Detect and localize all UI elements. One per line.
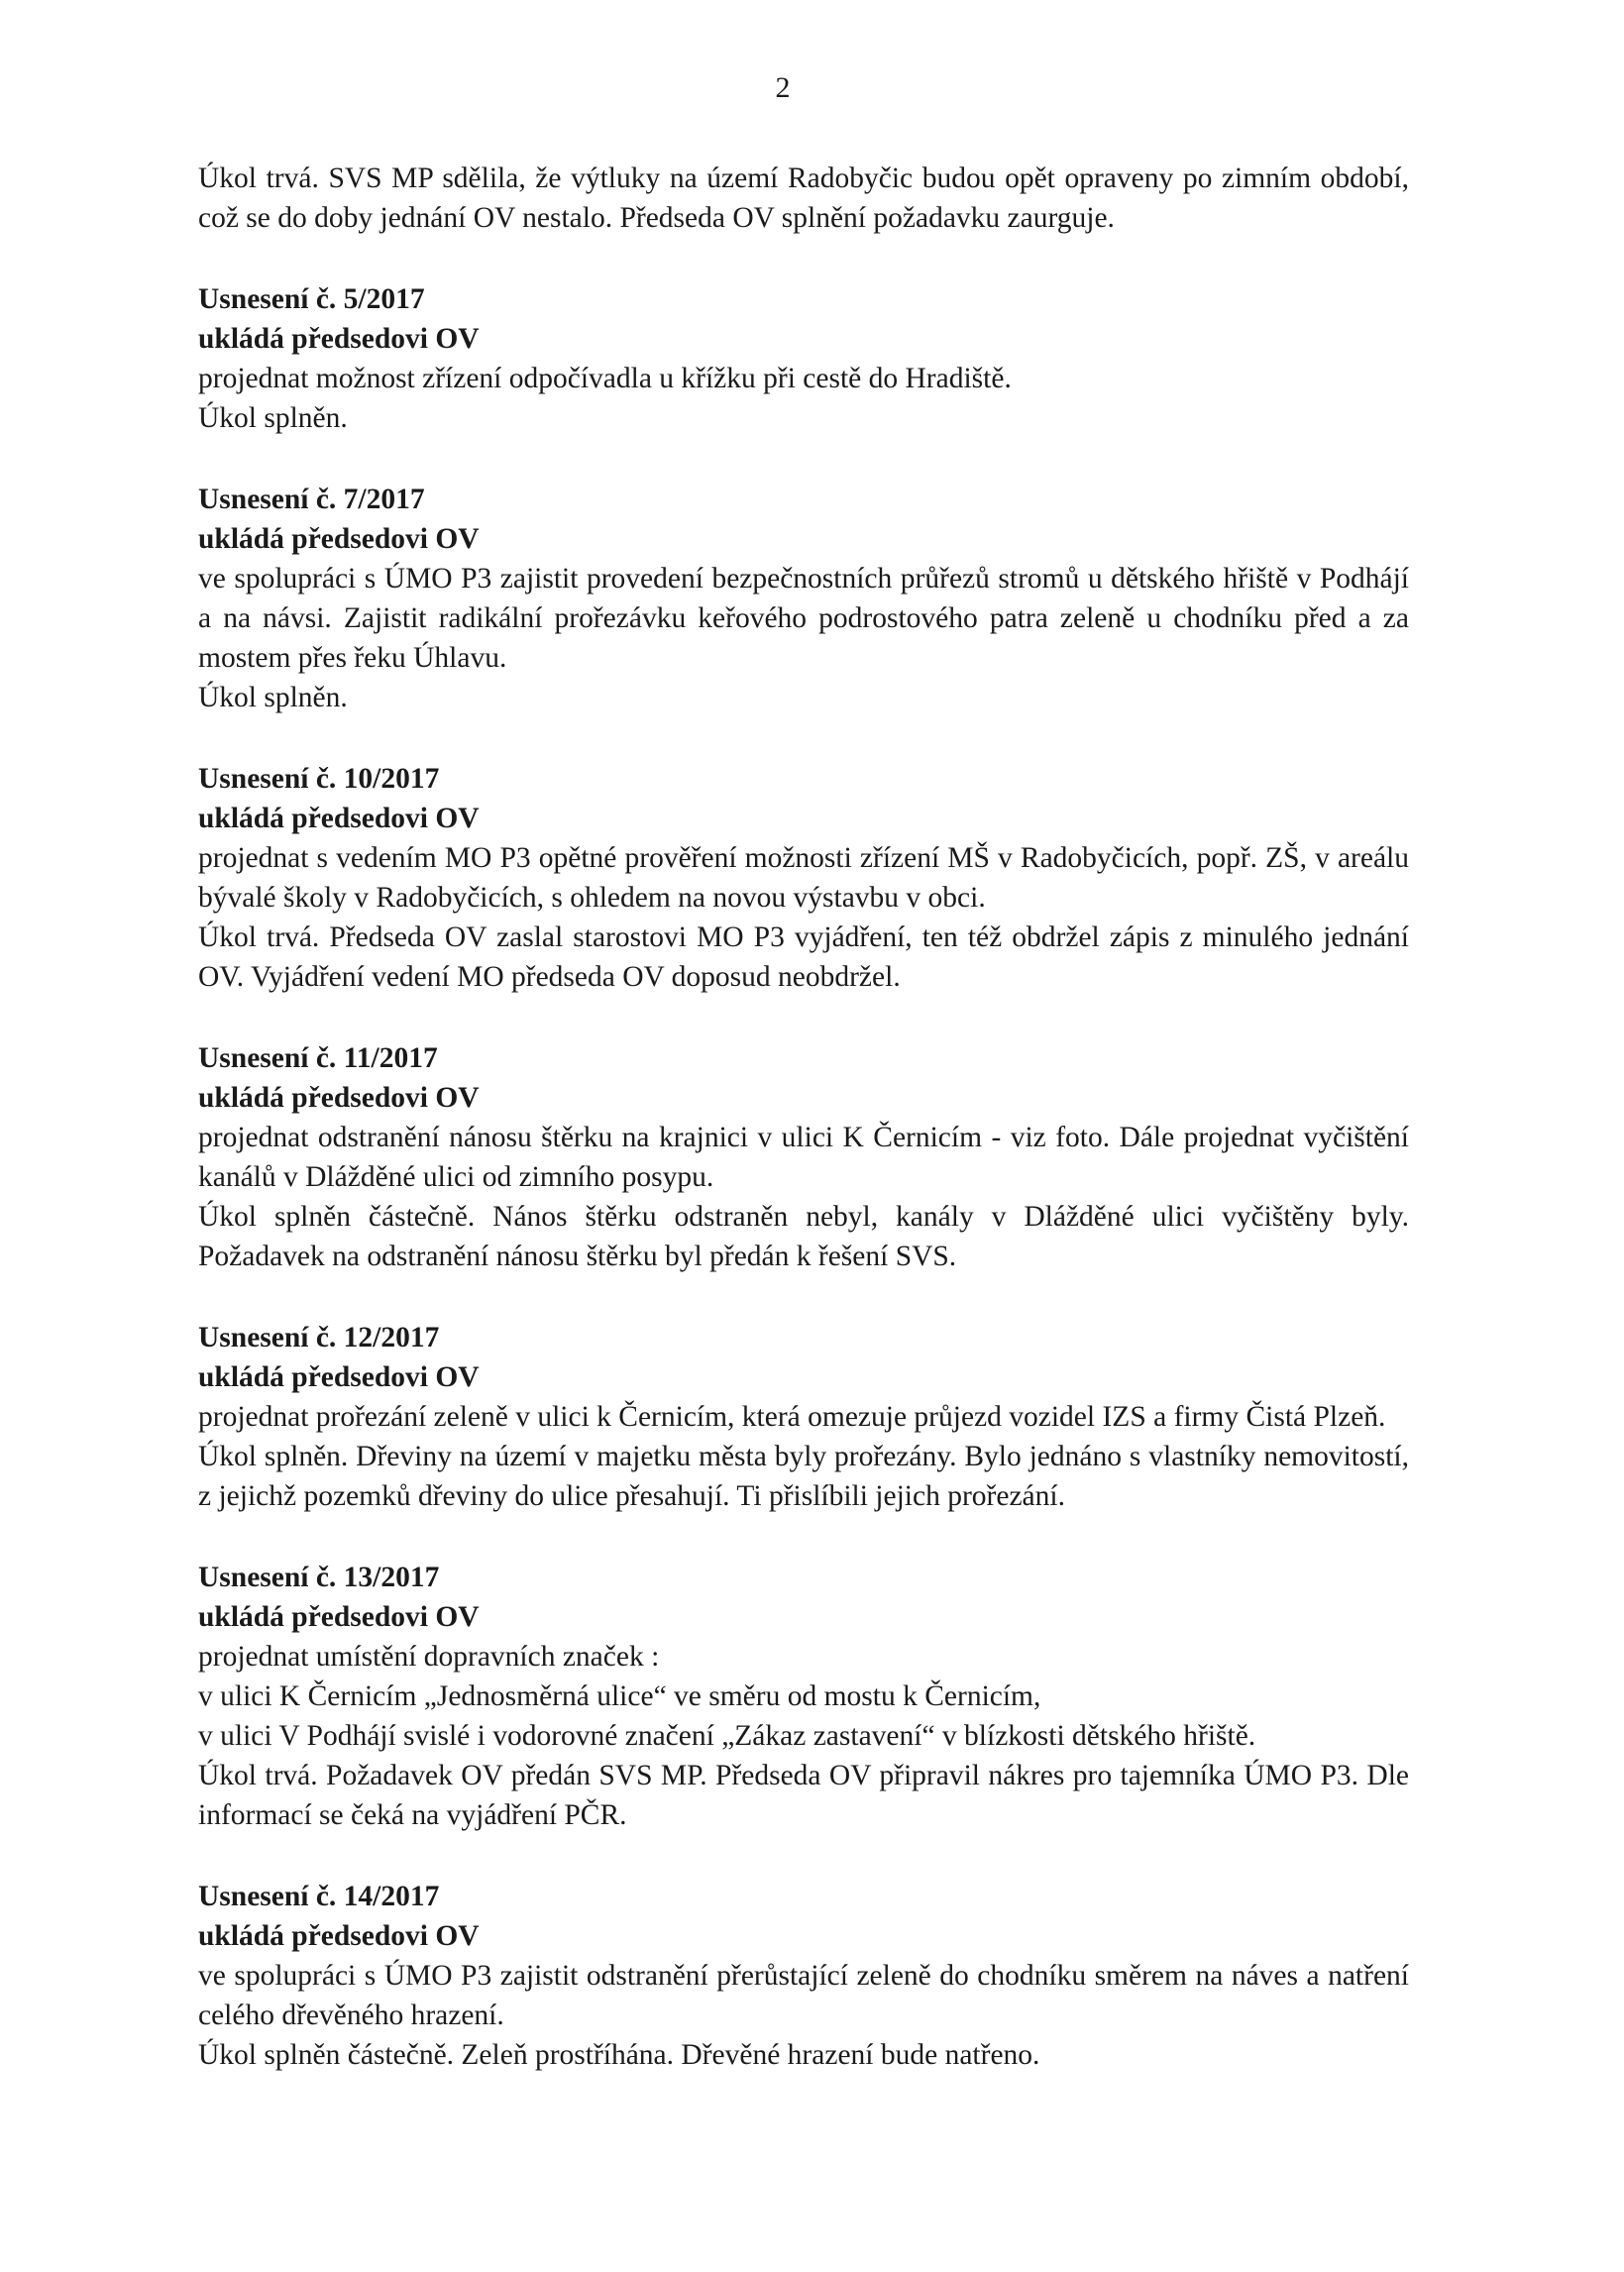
resolution-title: Usnesení č. 7/2017 bbox=[198, 484, 425, 515]
resolution-task-item: v ulici K Černicím „Jednosměrná ulice“ ve směru od mostu k Černicím, bbox=[198, 1680, 1041, 1712]
resolution-subtitle: ukládá předsedovi OV bbox=[198, 523, 480, 555]
resolution-status: Úkol trvá. Předseda OV zaslal starostovi MO P3 vyjádření, ten též obdržel zápis z minulého jednání OV. Vyjádření vedení MO předseda OV doposud neobdržel. bbox=[198, 921, 1409, 993]
resolution-title: Usnesení č. 13/2017 bbox=[198, 1562, 440, 1593]
resolution-status: Úkol splněn částečně. Zeleň prostříhána. Dřevěné hrazení bude natřeno. bbox=[198, 2039, 1040, 2071]
resolution-block bbox=[198, 759, 1409, 997]
resolution-subtitle: ukládá předsedovi OV bbox=[198, 1361, 480, 1393]
resolution-title: Usnesení č. 5/2017 bbox=[198, 283, 425, 315]
resolution-title: Usnesení č. 11/2017 bbox=[198, 1042, 438, 1074]
page-number: 2 bbox=[775, 71, 791, 104]
resolution-block bbox=[198, 480, 1409, 717]
resolution-title: Usnesení č. 12/2017 bbox=[198, 1322, 440, 1353]
resolution-block bbox=[198, 1318, 1409, 1516]
resolution-task: projednat odstranění nánosu štěrku na krajnici v ulici K Černicím - viz foto. Dále projednat vyčištění kanálů v Dlážděné ulici od zimního posypu. bbox=[198, 1122, 1409, 1193]
resolution-subtitle: ukládá předsedovi OV bbox=[198, 1920, 480, 1952]
resolution-title: Usnesení č. 14/2017 bbox=[198, 1881, 440, 1912]
document-body bbox=[198, 159, 1409, 2116]
resolution-subtitle: ukládá předsedovi OV bbox=[198, 803, 480, 834]
resolution-status: Úkol splněn. bbox=[198, 402, 348, 434]
resolution-subtitle: ukládá předsedovi OV bbox=[198, 1601, 480, 1633]
resolution-task: projednat prořezání zeleně v ulici k Černicím, která omezuje průjezd vozidel IZS a firmy Čistá Plzeň. bbox=[198, 1401, 1386, 1433]
resolution-block bbox=[198, 1877, 1409, 2075]
resolution-block bbox=[198, 279, 1409, 438]
resolution-task: projednat s vedením MO P3 opětné prověření možnosti zřízení MŠ v Radobyčicích, popř. ZŠ, v areálu bývalé školy v Radobyčicích, s ohledem na novou výstavbu v obci. bbox=[198, 842, 1409, 914]
resolution-status: Úkol trvá. Požadavek OV předán SVS MP. Předseda OV připravil nákres pro tajemníka ÚMO P3. Dle informací se čeká na vyjádření PČR. bbox=[198, 1760, 1409, 1831]
resolution-task: ve spolupráci s ÚMO P3 zajistit provedení bezpečnostních průřezů stromů u dětského hřiště v Podhájí a na návsi. Zajistit radikální prořezávku keřového podrostového patra zeleně u chodníku před a za mostem přes řeku Úhlavu. bbox=[198, 563, 1409, 674]
resolution-block bbox=[198, 1038, 1409, 1276]
resolution-block bbox=[198, 1558, 1409, 1835]
resolution-status: Úkol splněn. bbox=[198, 682, 348, 713]
resolution-subtitle: ukládá předsedovi OV bbox=[198, 323, 480, 355]
resolution-title: Usnesení č. 10/2017 bbox=[198, 763, 440, 795]
resolution-status: Úkol splněn. Dřeviny na území v majetku města byly prořezány. Bylo jednáno s vlastníky nemovitostí, z jejichž pozemků dřeviny do ulice přesahují. Ti přislíbili jejich prořezání. bbox=[198, 1441, 1409, 1512]
resolution-status: Úkol splněn částečně. Nános štěrku odstraněn nebyl, kanály v Dlážděné ulici vyčištěny byly. Požadavek na odstranění nánosu štěrku byl předán k řešení SVS. bbox=[198, 1201, 1409, 1272]
resolution-task: ve spolupráci s ÚMO P3 zajistit odstranění přerůstající zeleně do chodníku směrem na náves a natření celého dřevěného hrazení. bbox=[198, 1960, 1409, 2031]
resolution-subtitle: ukládá předsedovi OV bbox=[198, 1082, 480, 1114]
resolution-task-item: v ulici V Podhájí svislé i vodorovné značení „Zákaz zastavení“ v blízkosti dětského hřiště. bbox=[198, 1720, 1256, 1752]
intro-paragraph: Úkol trvá. SVS MP sdělila, že výtluky na území Radobyčic budou opět opraveny po zimním období, což se do doby jednání OV nestalo. Předseda OV splnění požadavku zaurguje. bbox=[198, 162, 1409, 234]
resolution-task: projednat umístění dopravních značek : bbox=[198, 1641, 660, 1673]
resolution-task: projednat možnost zřízení odpočívadla u křížku při cestě do Hradiště. bbox=[198, 363, 1012, 394]
